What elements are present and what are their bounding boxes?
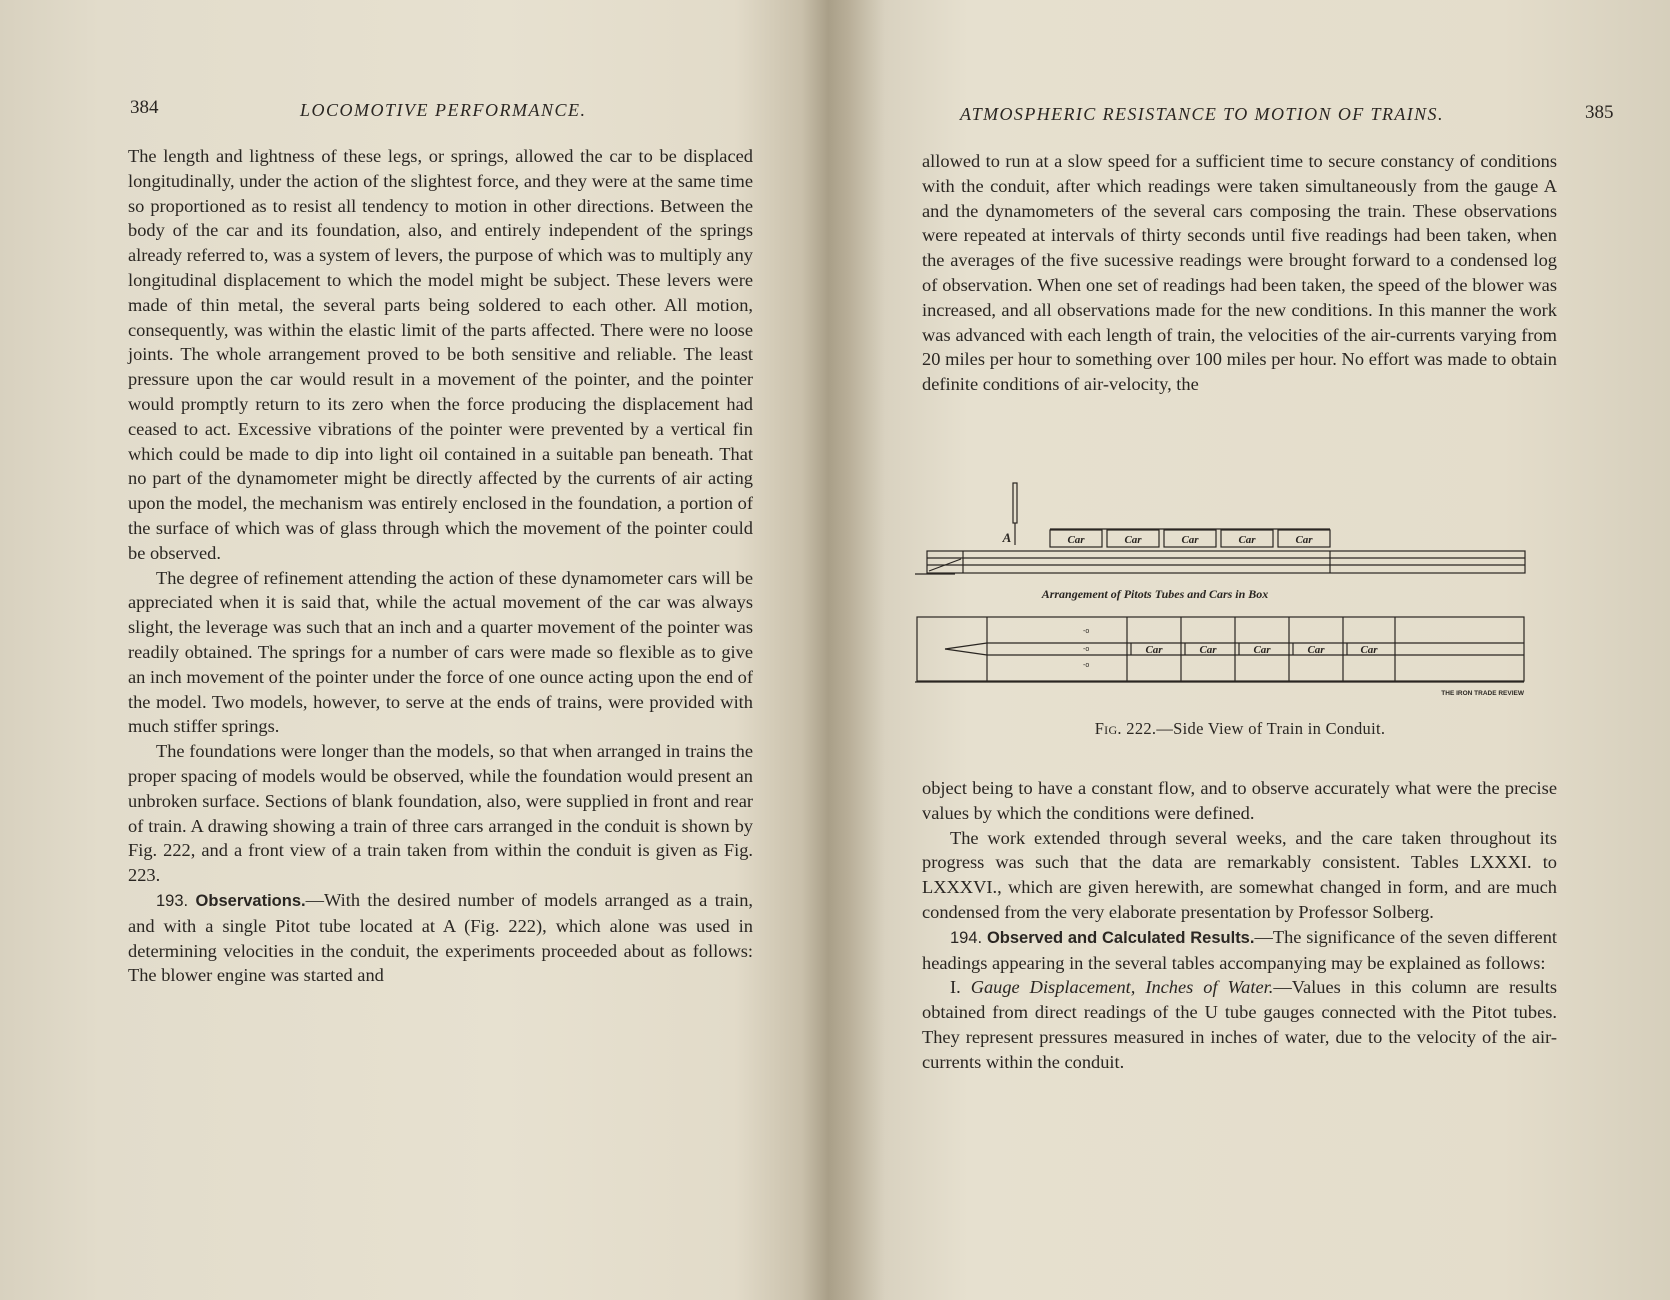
paragraph: The foundations were longer than the models, so that when arranged in trains the proper spacing of models would be observed, while the foundation would present an unbroken surface. Sections of blank foundation, also, were supplied in front and rear of train. A drawing showing a train of three cars arranged in the conduit is shown by Fig. 222, and a front view of a train taken from within the conduit is given as Fig. 223.	[128, 741, 753, 886]
paragraph: allowed to run at a slow speed for a sufficient time to secure constancy of conditions with the conduit, after which readings were taken simultaneously from the gauge A and the dynamometers of the several cars composing the train. These observations were repeated at intervals of thirty seconds until five readings had been taken, when the averages of the five sucessive readings were brought forward to a condensed log of observation. When one set of readings had been taken, the speed of the blower was increased, and all observations made for the new conditions. In this manner the work was advanced with each length of train, the velocities of the air-currents varying from 20 miles per hour to something over 100 miles per hour. No effort was made to obtain definite conditions of air-velocity, the	[922, 151, 1557, 395]
bottom-car-label: Car	[1253, 644, 1271, 656]
top-car-label: Car	[1238, 534, 1256, 546]
paragraph: The work extended through several weeks, and the care taken throughout its progress was such that the data are remarkably consistent. Tables LXXXI. to LXXXVI., which are given herewith, are somewhat changed in form, and are much condensed from the very elaborate presentation by Professor Solberg.	[922, 827, 1557, 922]
section-number: 194.	[950, 928, 983, 947]
section-text: —With the desired number of models arranged as a train, and with a single Pitot tube located at A (Fig. 222), which alone was used in determining velocities in the conduit, the experiments proceeded about as follows: The blower engine was started and	[128, 889, 753, 986]
item-1	[922, 975, 1557, 1074]
bottom-conduit	[917, 617, 1524, 681]
left-text-column	[128, 144, 753, 988]
section-194	[922, 925, 1557, 976]
bottom-car-label: Car	[1360, 644, 1378, 656]
label-a: A	[1002, 530, 1012, 545]
top-car-label: Car	[1124, 534, 1142, 546]
pitot-mark: -o	[1083, 646, 1090, 653]
item-title: Gauge Displacement, Inches of Water.	[970, 977, 1274, 998]
figure-222	[915, 475, 1565, 745]
right-page-number: 385	[1585, 102, 1614, 123]
train-diagram	[915, 475, 1565, 715]
top-car-label: Car	[1067, 534, 1085, 546]
left-running-head: LOCOMOTIVE PERFORMANCE.	[300, 100, 587, 120]
figure-caption	[915, 719, 1565, 739]
top-car-label: Car	[1181, 534, 1199, 546]
figure-caption-text: —Side View of Train in Conduit.	[1156, 719, 1386, 738]
right-page	[835, 0, 1670, 1300]
section-heading: Observed and Calculated Results.	[986, 928, 1255, 947]
top-car-label: Car	[1295, 534, 1313, 546]
right-text-column-bottom	[922, 776, 1557, 1075]
section-193	[128, 888, 753, 988]
section-text: —The significance of the seven different headings appearing in the several tables accompanying may be explained as follows:	[922, 926, 1557, 973]
section-heading: Observations.	[195, 891, 306, 910]
item-text: —Values in this column are results obtained from direct readings of the U tube gauges connected with the Pitot tubes. They represent pressures measured in inches of water, due to the velocity of the air-currents within the conduit.	[922, 977, 1557, 1072]
item-numeral: I.	[950, 977, 961, 998]
top-conduit	[927, 551, 1525, 573]
paragraph: object being to have a constant flow, and to observe accurately what were the precise values by which the conditions were defined.	[922, 778, 1557, 823]
bottom-car-label: Car	[1145, 644, 1163, 656]
figure-caption-label: Fig. 222.	[1094, 719, 1157, 738]
section-number: 193.	[156, 891, 189, 910]
bottom-car-label: Car	[1199, 644, 1217, 656]
pitot-tube-upright	[1013, 483, 1017, 523]
arrangement-caption: Arrangement of Pitots Tubes and Cars in Box	[1041, 587, 1269, 601]
left-page-number: 384	[130, 97, 159, 118]
bottom-car-label: Car	[1307, 644, 1325, 656]
paragraph: The degree of refinement attending the action of these dynamometer cars will be appreciated when it is said that, while the actual movement of the car was always slight, the leverage was such that an inch and a quarter movement of the pointer was readily obtained. The springs for a number of cars were made so flexible as to give an inch movement of the pointer under the force of one ounce acting upon the end of the model. Two models, however, to serve at the ends of trains, were provided with much stiffer springs.	[128, 567, 753, 737]
right-running-head: ATMOSPHERIC RESISTANCE TO MOTION OF TRAINS.	[960, 104, 1444, 124]
paragraph: The length and lightness of these legs, or springs, allowed the car to be displaced longitudinally, under the action of the slightest force, and they were at the same time so proportioned as to resist all tendency to motion in other directions. Between the body of the car and its foundation, also, and entirely independent of the springs already referred to, was a system of levers, the purpose of which was to multiply any longitudinal displacement to which the model might be subject. These levers were made of thin metal, the several parts being soldered to each other. All motion, consequently, was within the elastic limit of the parts affected. There were no loose joints. The whole arrangement proved to be both sensitive and reliable. The least pressure upon the car would result in a movement of the pointer, and the pointer would promptly return to its zero when the force producing the displacement had ceased to act. Excessive vibrations of the pointer were prevented by a vertical fin which could be made to dip into light oil contained in a suitable pan beneath. That no part of the dynamometer might be directly affected by the currents of air acting upon the model, the mechanism was entirely enclosed in the foundation, a portion of the surface of which was of glass through which the movement of the pointer could be observed.	[128, 146, 753, 563]
pitot-mark: -o	[1083, 662, 1090, 669]
pitot-mark: -o	[1083, 628, 1090, 635]
right-text-column-top	[922, 149, 1557, 397]
figure-credit: THE IRON TRADE REVIEW	[1441, 690, 1524, 697]
